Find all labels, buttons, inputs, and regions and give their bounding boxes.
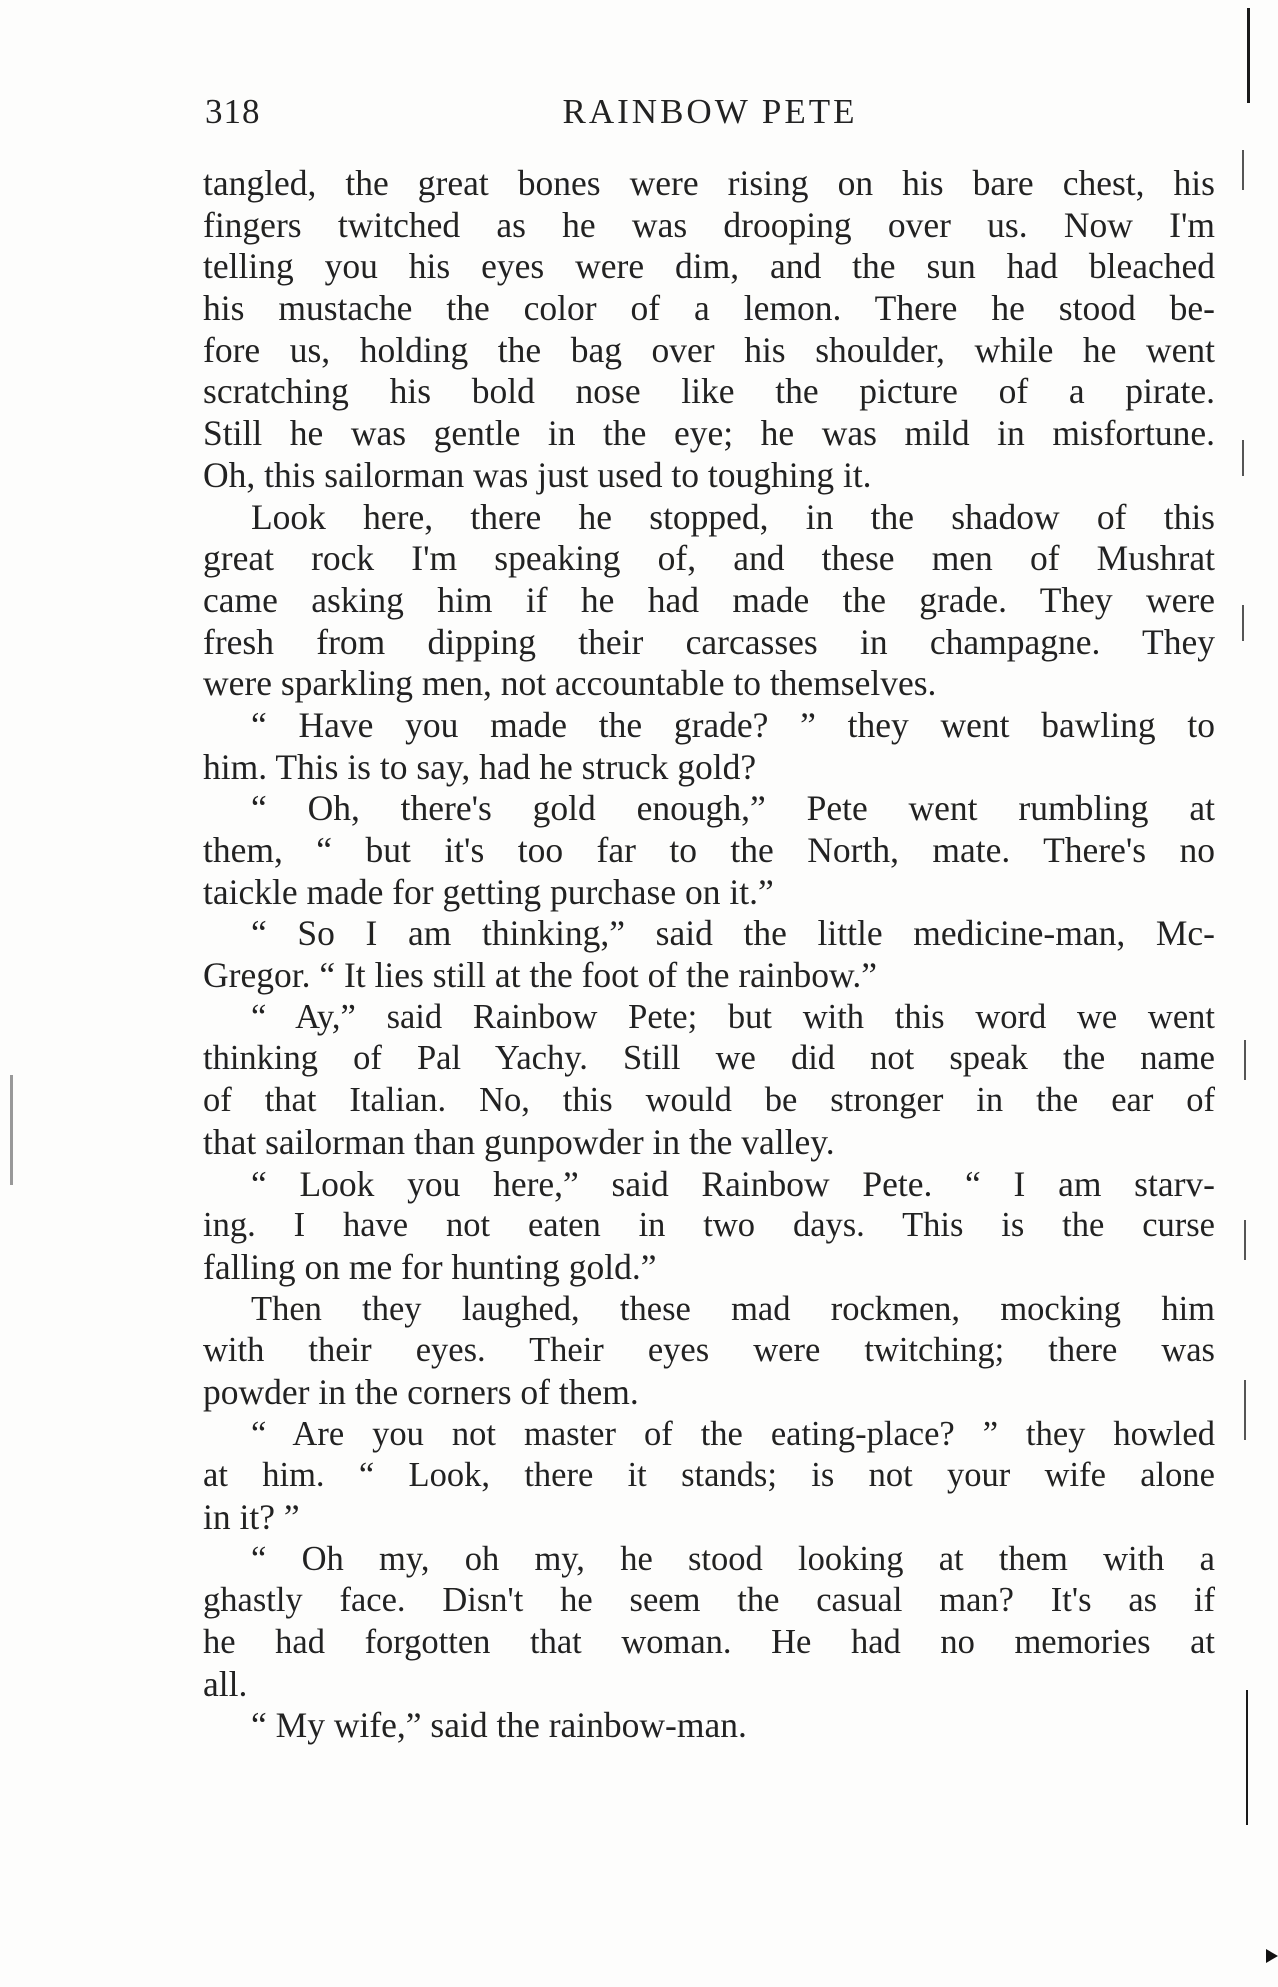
text-line: “ Look you here,” said Rainbow Pete. “ I am starv- bbox=[251, 1163, 1215, 1204]
text-line: Oh, this sailorman was just used to toughing it. bbox=[203, 454, 872, 495]
text-line: “ So I am thinking,” said the little medicine-man, Mc- bbox=[251, 913, 1215, 954]
text-line: falling on me for hunting gold.” bbox=[203, 1246, 657, 1287]
text-line: powder in the corners of them. bbox=[203, 1371, 639, 1412]
page-header bbox=[205, 92, 1215, 142]
page-edge-rule bbox=[1246, 1690, 1248, 1825]
text-line: Look here, there he stopped, in the shadow of this bbox=[251, 496, 1215, 537]
text-line: taickle made for getting purchase on it.” bbox=[203, 871, 774, 912]
text-line: “ Have you made the grade? ” they went bawling to bbox=[251, 704, 1215, 745]
text-line: great rock I'm speaking of, and these men of Mushrat bbox=[203, 538, 1215, 579]
page-edge-arrow-icon bbox=[1266, 1949, 1278, 1963]
text-line: tangled, the great bones were rising on his bare chest, his bbox=[203, 163, 1215, 203]
text-line: in it? ” bbox=[203, 1497, 300, 1537]
page-edge-speck bbox=[1244, 1380, 1246, 1440]
text-line: Still he was gentle in the eye; he was mild in misfortune. bbox=[203, 413, 1215, 454]
text-line: ghastly face. Disn't he seem the casual man? It's as if bbox=[203, 1581, 1215, 1620]
running-title: RAINBOW PETE bbox=[562, 92, 858, 131]
text-line: fresh from dipping their carcasses in champagne. They bbox=[203, 621, 1215, 662]
text-line: thinking of Pal Yachy. Still we did not speak the name bbox=[203, 1039, 1215, 1078]
text-line: with their eyes. Their eyes were twitching; there was bbox=[203, 1331, 1215, 1370]
page-edge-speck bbox=[1244, 1040, 1246, 1080]
text-line: “ Are you not master of the eating-place? ” they howled bbox=[251, 1414, 1215, 1453]
text-line: fingers twitched as he was drooping over us. Now I'm bbox=[203, 204, 1215, 245]
text-line: them, “ but it's too far to the North, mate. There's no bbox=[203, 830, 1215, 870]
text-line: his mustache the color of a lemon. There he stood be- bbox=[203, 288, 1215, 329]
page-edge-speck bbox=[10, 1075, 13, 1185]
text-line: came asking him if he had made the grade. They were bbox=[203, 579, 1215, 620]
text-line: “ Oh my, oh my, he stood looking at them with a bbox=[251, 1539, 1215, 1578]
text-line: at him. “ Look, there it stands; is not your wife alone bbox=[203, 1456, 1215, 1495]
text-line: him. This is to say, had he struck gold? bbox=[203, 746, 757, 787]
text-line: of that Italian. No, this would be stronger in the ear of bbox=[203, 1081, 1215, 1120]
text-line: Then they laughed, these mad rockmen, mocking him bbox=[251, 1289, 1215, 1328]
text-line: he had forgotten that woman. He had no memories at bbox=[203, 1623, 1215, 1662]
text-line: ing. I have not eaten in two days. This is the curse bbox=[203, 1206, 1215, 1245]
text-line: Gregor. “ It lies still at the foot of the rainbow.” bbox=[203, 955, 877, 996]
text-line: were sparkling men, not accountable to themselves. bbox=[203, 663, 937, 704]
page-edge-speck bbox=[1242, 440, 1244, 476]
page-number: 318 bbox=[205, 92, 261, 131]
text-line: fore us, holding the bag over his shoulder, while he went bbox=[203, 329, 1215, 370]
page-edge-speck bbox=[1244, 1220, 1246, 1260]
body-text bbox=[203, 163, 1215, 1747]
text-line: that sailorman than gunpowder in the valley. bbox=[203, 1121, 835, 1162]
page-edge-rule bbox=[1247, 8, 1250, 103]
text-line: all. bbox=[203, 1663, 248, 1704]
text-line: telling you his eyes were dim, and the sun had bleached bbox=[203, 246, 1215, 287]
text-line: scratching his bold nose like the picture of a pirate. bbox=[203, 371, 1215, 412]
text-line: “ Ay,” said Rainbow Pete; but with this word we went bbox=[251, 997, 1215, 1036]
page-edge-speck bbox=[1242, 605, 1244, 641]
page-edge-speck bbox=[1242, 150, 1244, 190]
text-line: “ My wife,” said the rainbow-man. bbox=[251, 1705, 747, 1746]
text-line: “ Oh, there's gold enough,” Pete went rumbling at bbox=[251, 788, 1215, 829]
